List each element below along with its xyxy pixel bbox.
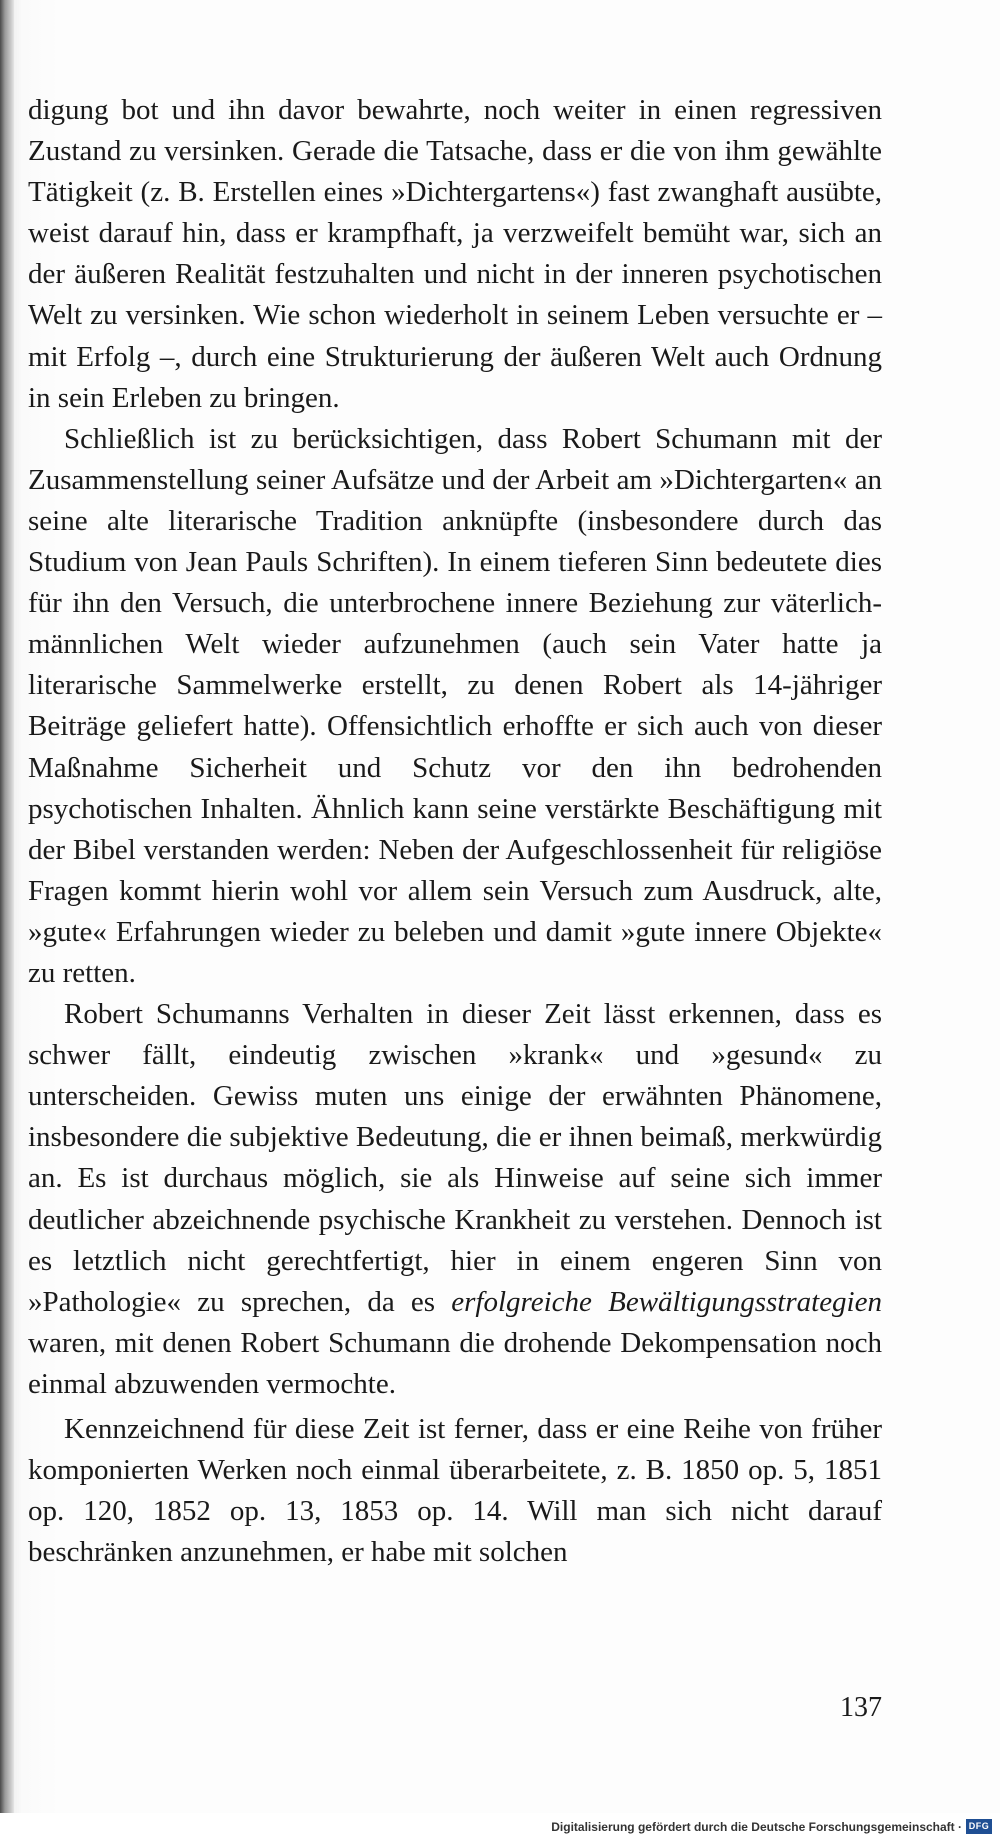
body-text [28, 90, 882, 1573]
book-spine-shadow [0, 0, 14, 1839]
paragraph-1-text: digung bot und ihn davor bewahrte, noch weiter in einen regressiven Zustand zu versinken. Gerade die Tatsache, dass er die von ihm gewählte Tätigkeit (z. B. Erstellen eines »Dichtergartens«) fast zwanghaft ausübte, weist darauf hin, dass er krampfhaft, ja verzweifelt bemüht war, sich an der äußeren Realität festzuhalten und nicht in der inneren psychotischen Welt zu versinken. Wie schon wiederholt in seinem Leben versuchte er – mit Erfolg –, durch eine Strukturierung der äußeren Welt auch Ordnung in sein Erleben zu bringen. [28, 94, 882, 414]
funding-credit: Digitalisierung gefördert durch die Deutsche Forschungsgemeinschaft · [551, 1820, 962, 1834]
paragraph-3-text-b: waren, mit denen Robert Schumann die drohende Dekompensation noch einmal abzuwenden vermochte. [28, 1326, 882, 1400]
digitization-footer [0, 1813, 1000, 1839]
paragraph-1 [28, 90, 882, 419]
paragraph-2-text: Schließlich ist zu berücksichtigen, dass Robert Schumann mit der Zusammenstellung seiner Aufsätze und der Arbeit am »Dichtergarten« an seine alte literarische Tradition anknüpfte (insbesondere durch das Studium von Jean Pauls Schriften). In einem tieferen Sinn bedeutete dies für ihn den Versuch, die unterbrochene innere Beziehung zur väterlich-männlichen Welt wieder aufzunehmen (auch sein Vater hatte ja literarische Sammelwerke erstellt, zu denen Robert als 14-jähriger Beiträge geliefert hatte). Offensichtlich erhoffte er sich auch von dieser Maßnahme Sicherheit und Schutz vor den ihn bedrohenden psychotischen Inhalten. Ähnlich kann seine verstärkte Beschäftigung mit der Bibel verstanden werden: Neben der Aufgeschlossenheit für religiöse Fragen kommt hierin wohl vor allem sein Versuch zum Ausdruck, alte, »gute« Erfahrungen wieder zu beleben und damit »gute innere Objekte« zu retten. [28, 422, 882, 989]
paragraph-2 [28, 419, 882, 994]
paragraph-4-text: Kennzeichnend für diese Zeit ist ferner, dass er eine Reihe von früher komponierten Werken noch einmal überarbeitete, z. B. 1850 op. 5, 1851 op. 120, 1852 op. 13, 1853 op. 14. Will man sich nicht darauf beschränken anzunehmen, er habe mit solchen [28, 1413, 882, 1569]
dfg-logo-icon: DFG [966, 1819, 992, 1834]
paragraph-4 [28, 1409, 882, 1573]
page-number: 137 [840, 1692, 882, 1723]
paragraph-3 [28, 994, 882, 1405]
paragraph-3-text-a: Robert Schumanns Verhalten in dieser Zeit lässt erkennen, dass es schwer fällt, eindeutig zwischen »krank« und »gesund« zu unterscheiden. Gewiss muten uns einige der erwähnten Phänomene, insbesondere die subjektive Bedeutung, die er ihnen beimaß, merkwürdig an. Es ist durchaus möglich, sie als Hinweise auf seine sich immer deutlicher abzeichnende psychische Krankheit zu verstehen. Dennoch ist es letztlich nicht gerechtfertigt, hier in einem engeren Sinn von »Pathologie« zu sprechen, da es [28, 998, 882, 1318]
paragraph-3-emphasis: erfolgreiche Bewältigungsstrategien [451, 1285, 882, 1318]
